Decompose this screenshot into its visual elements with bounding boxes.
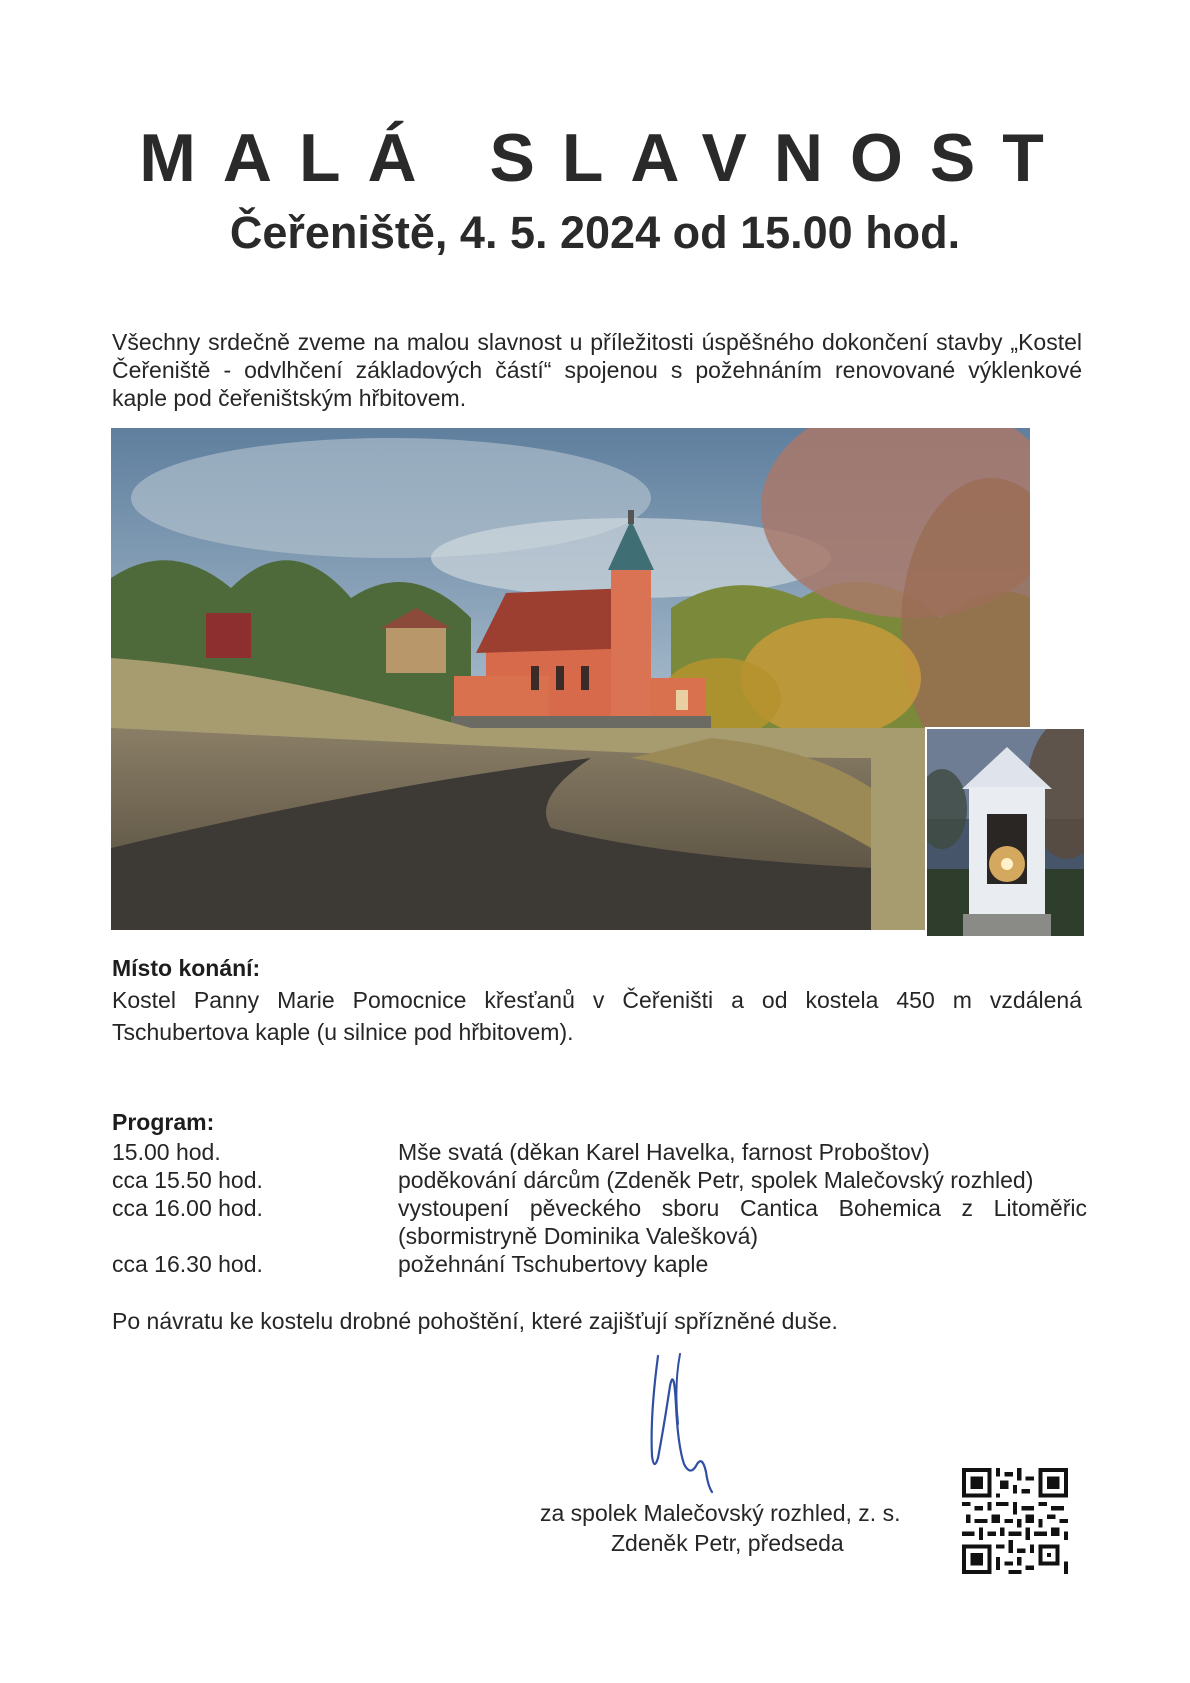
page-title: MALÁ SLAVNOST — [139, 120, 1071, 196]
handwritten-signature — [640, 1346, 730, 1496]
program-description: vystoupení pěveckého sboru Cantica Bohemica z Litoměřic (sbormistryně Dominika Valešková) — [398, 1195, 1087, 1249]
program-description: Mše svatá (děkan Karel Havelka, farnost Proboštov) — [398, 1139, 930, 1165]
qr-code[interactable] — [962, 1468, 1068, 1574]
program-time: cca 16.00 hod. — [112, 1195, 263, 1221]
closing-note: Po návratu ke kostelu drobné pohoštění, které zajišťují spřízněné duše. — [112, 1308, 838, 1334]
program-time: cca 16.30 hod. — [112, 1251, 263, 1277]
church-photo — [111, 428, 1030, 930]
invitation-paragraph: Všechny srdečně zveme na malou slavnost u příležitosti úspěšného dokončení stavby „Kostel Čeřeniště - odvlhčení základových částí“ spojenou s požehnáním renovované výklenkové kaple pod čeřeništským hřbitovem. — [112, 329, 1082, 411]
signature-name: Zdeněk Petr, předseda — [611, 1530, 844, 1556]
program-time: cca 15.50 hod. — [112, 1167, 263, 1193]
signature-organization: za spolek Malečovský rozhled, z. s. — [540, 1500, 901, 1526]
venue-text: Kostel Panny Marie Pomocnice křesťanů v Čeřeništi a od kostela 450 m vzdálená Tschubertova kaple (u silnice pod hřbitovem). — [112, 987, 1082, 1045]
program-description: poděkování dárcům (Zdeněk Petr, spolek Malečovský rozhled) — [398, 1167, 1034, 1193]
venue-heading: Místo konání: — [112, 955, 261, 981]
program-heading: Program: — [112, 1109, 215, 1135]
program-time: 15.00 hod. — [112, 1139, 221, 1165]
program-description: požehnání Tschubertovy kaple — [398, 1251, 709, 1277]
chapel-photo — [925, 727, 1086, 938]
event-date-subtitle: Čeřeniště, 4. 5. 2024 od 15.00 hod. — [229, 207, 961, 258]
